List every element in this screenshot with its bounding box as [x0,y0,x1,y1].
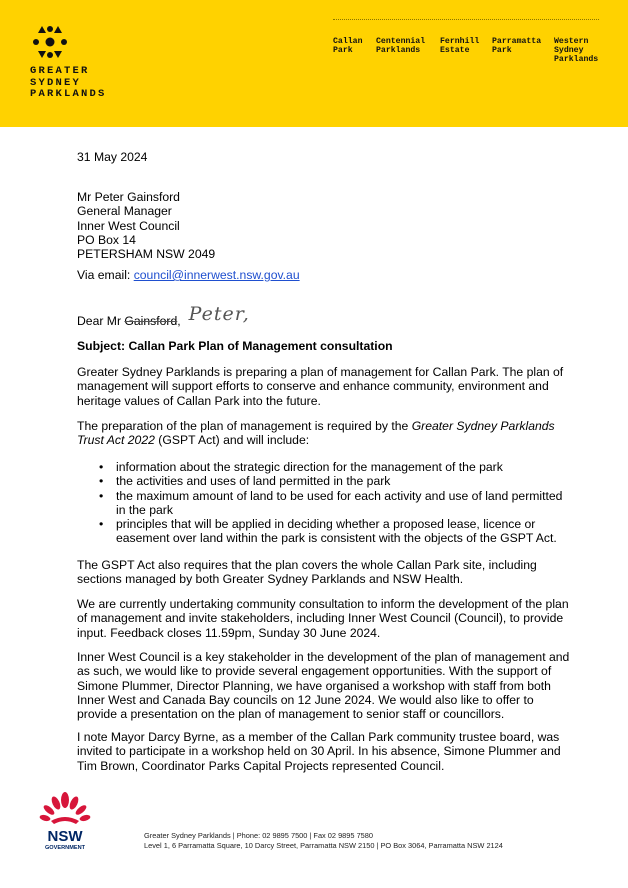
bullet-icon: • [99,474,104,489]
act-title-italic: Greater Sydney Parklands [411,419,555,433]
list-item-text: easement over land within the park is consistent with the objects of the GSPT Act. [116,531,557,546]
nav-label: Park [333,46,353,55]
salutation-comma: , [177,314,181,328]
paragraph-line: Inner West Council is a key stakeholder in the development of the plan of management and [77,650,570,664]
paragraph-line: as such, we would like to provide several engagement opportunities. With the support of [77,664,552,679]
list-item [77,474,557,488]
via-email-line [77,268,557,282]
email-link[interactable]: council@innerwest.nsw.gov.au [133,268,300,282]
handwritten-name: Peter, [188,303,250,325]
list-item-text: the maximum amount of land to be used for each activity and use of land permitted [116,488,563,503]
paragraph-line [77,419,557,433]
paragraph-line: sections managed by both Greater Sydney Parklands and NSW Health. [77,572,464,587]
paragraph-line: heritage values of Callan Park into the future. [77,393,321,408]
nav-divider [333,19,599,20]
paragraph-line: Tim Brown, Coordinator Parks Capital Projects represented Council. [77,758,445,773]
text-run: (GSPT Act) and will include: [154,433,310,448]
footer-contact [144,831,503,851]
wordmark-line: GREATER [30,65,90,77]
nav-label: Estate [440,46,470,55]
letter-date: 31 May 2024 [77,150,148,164]
nav-label: Parklands [554,55,599,64]
nav-label: Sydney [554,46,584,55]
via-email-label: Via email: [77,268,134,282]
paragraph-line: The GSPT Act also requires that the plan covers the whole Callan Park site, including [77,558,537,572]
text-run: The preparation of the plan of management is required by the [77,419,412,433]
nav-label: Fernhill [440,37,480,46]
footer-phone: | Phone: 02 9895 7500 | Fax 02 9895 7580 [230,831,374,840]
paragraph-consultation [77,597,569,640]
list-item [77,517,557,546]
paragraph-line: I note Mayor Darcy Byrne, as a member of the Callan Park community trustee board, was [77,730,560,744]
nav-fernhill-estate [440,37,479,55]
salutation-prefix: Dear Mr [77,314,125,328]
paragraph-line: input. Feedback closes 11.59pm, Sunday 30 June 2024. [77,625,381,640]
salutation [77,303,557,328]
paragraph-line: of management and invite stakeholders, including Inner West Council (Council), to provide [77,611,564,626]
paragraph-line: Simone Plummer, Director Planning, we have organised a workshop with staff from both [77,678,551,693]
list-item-text: information about the strategic direction for the management of the park [116,460,503,474]
bullet-icon: • [99,517,104,532]
letterhead-banner [0,0,628,127]
footer-org: Greater Sydney Parklands [144,831,231,840]
nav-label: Parramatta [492,37,542,46]
nsw-government-logo-icon [38,791,92,851]
recipient-address [77,190,557,261]
address-line: Mr Peter Gainsford [77,190,180,204]
nav-centennial-parklands [376,37,425,55]
paragraph-requirement [77,419,557,448]
wordmark-line: PARKLANDS [30,88,107,100]
paragraph-line: Greater Sydney Parklands is preparing a plan of management for Callan Park. The plan of [77,365,564,379]
nav-label: Park [492,46,512,55]
nav-label: Western [554,37,589,46]
paragraph-line: Inner West and Canada Bay councils on 12 June 2024. We would also like to offer to [77,692,534,707]
footer-line [144,831,503,841]
list-item [77,460,557,474]
nav-parramatta-park [492,37,541,55]
footer-address: Level 1, 6 Parramatta Square, 10 Darcy Street, Parramatta NSW 2150 | PO Box 3064, Parramatta NSW 2124 [144,841,503,850]
list-item-text: the activities and uses of land permitted in the park [116,474,391,489]
address-line: Inner West Council [77,218,180,233]
salutation-struck-name: Gainsford [124,314,178,328]
paragraph-line: provide a presentation on the plan of management to senior staff or councillors. [77,707,505,722]
list-item-text: principles that will be applied in deciding whether a proposed lease, licence or [116,517,536,532]
bullet-icon: • [99,460,104,474]
paragraph-line: We are currently undertaking community consultation to inform the development of the plan [77,597,569,611]
nsw-logo-sub: GOVERNMENT [44,845,86,851]
bullet-icon: • [99,488,104,503]
address-line: PETERSHAM NSW 2049 [77,247,216,262]
paragraph-engagement [77,650,570,722]
subject-line: Subject: Callan Park Plan of Management consultation [77,339,393,353]
parklands-logo-icon [30,24,70,60]
paragraph-intro [77,365,564,408]
wordmark-line: SYDNEY [30,76,82,89]
list-item [77,488,563,518]
bullet-list [77,460,563,546]
nsw-logo-word: NSW [47,828,83,845]
address-line: PO Box 14 [77,232,136,247]
paragraph-mayor [77,730,561,773]
paragraph-line [77,433,557,447]
paragraph-line: invited to participate in a workshop held on 30 April. In his absence, Simone Plummer and [77,744,561,759]
list-item-text: in the park [116,502,173,517]
paragraph-line: management will support efforts to conserve and enhance community, environment and [77,379,549,394]
paragraph-scope [77,558,557,587]
act-title-italic: Trust Act 2022 [77,433,155,448]
nav-label: Parklands [376,46,421,55]
nav-label: Centennial [376,37,426,46]
parklands-wordmark [30,66,107,101]
address-line: General Manager [77,204,172,219]
nav-callan-park [333,37,362,55]
nav-western-sydney-parklands [554,37,598,64]
nav-label: Callan [333,37,363,46]
